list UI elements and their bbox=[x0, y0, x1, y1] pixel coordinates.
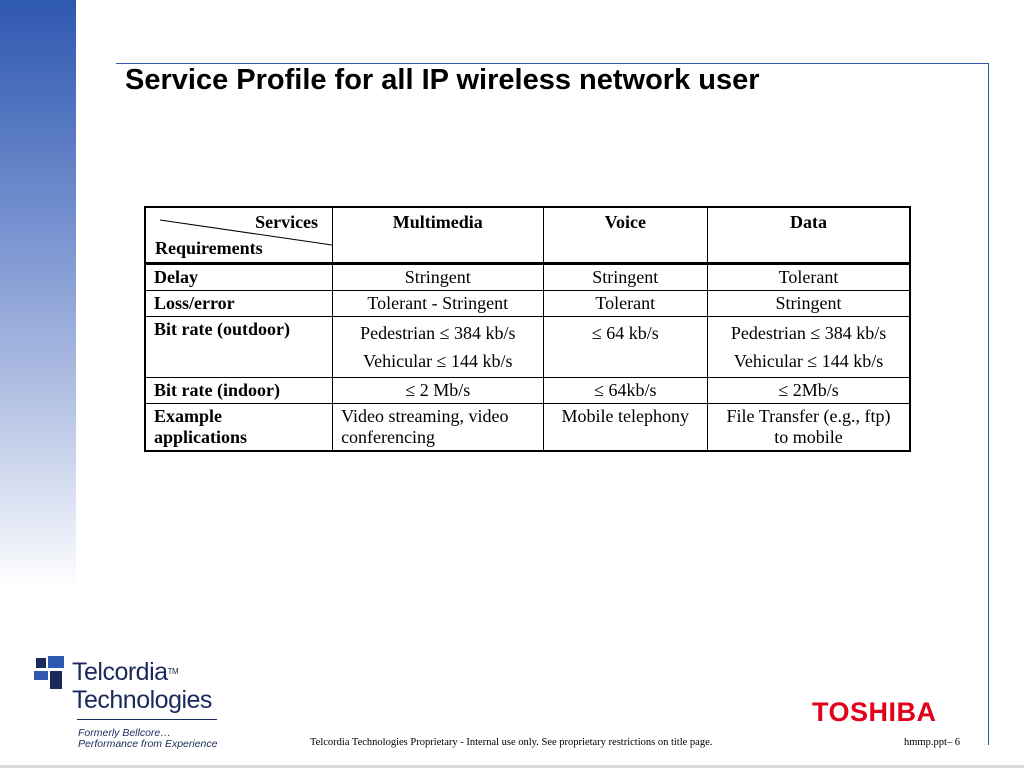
cell-line: Pedestrian ≤ 384 kb/s bbox=[360, 323, 516, 343]
corner-requirements-label: Requirements bbox=[155, 238, 263, 258]
column-header-multimedia: Multimedia bbox=[333, 207, 543, 264]
telcordia-line2: Technologies bbox=[72, 686, 212, 714]
row-label-loss-error: Loss/error bbox=[145, 291, 333, 317]
toshiba-logo: TOSHIBA bbox=[812, 697, 937, 727]
telcordia-divider bbox=[77, 719, 217, 720]
table-row-bitrate-outdoor bbox=[145, 317, 910, 378]
table-row-bitrate-indoor bbox=[145, 378, 910, 404]
frame-right-rule bbox=[988, 63, 989, 745]
cell-line: Pedestrian ≤ 384 kb/s bbox=[730, 323, 887, 343]
row-label-bitrate-outdoor: Bit rate (outdoor) bbox=[145, 317, 333, 378]
service-profile-table bbox=[144, 206, 911, 452]
table-row-example-applications bbox=[145, 404, 910, 452]
table-cell: Tolerant - Stringent bbox=[333, 291, 543, 317]
table-cell: Stringent bbox=[543, 264, 708, 291]
cell-line: Example bbox=[154, 406, 223, 426]
cell-line: Vehicular ≤ 144 kb/s bbox=[733, 351, 884, 371]
table-cell: ≤ 2 Mb/s bbox=[333, 378, 543, 404]
table-cell bbox=[543, 317, 708, 378]
row-label-bitrate-indoor: Bit rate (indoor) bbox=[145, 378, 333, 404]
table-row-loss-error bbox=[145, 291, 910, 317]
table-cell bbox=[708, 317, 910, 378]
table-cell bbox=[708, 404, 910, 452]
cell-line: to mobile bbox=[774, 427, 843, 447]
trademark-mark: TM bbox=[167, 667, 179, 676]
telcordia-wordmark bbox=[72, 658, 212, 714]
table-cell bbox=[543, 404, 708, 452]
table-cell: Stringent bbox=[708, 291, 910, 317]
row-label-delay: Delay bbox=[145, 264, 333, 291]
table-cell: Tolerant bbox=[708, 264, 910, 291]
cell-line: ≤ 64 kb/s bbox=[591, 323, 659, 343]
table-cell bbox=[333, 317, 543, 378]
cell-line: conferencing bbox=[341, 427, 436, 447]
telcordia-logo-icon bbox=[32, 654, 68, 694]
table-header-row bbox=[145, 207, 910, 264]
telcordia-line1: Telcordia bbox=[72, 658, 168, 686]
footer-page-id: hmmp.ppt– 6 bbox=[904, 737, 961, 748]
slide-title: Service Profile for all IP wireless network user bbox=[125, 64, 760, 96]
column-header-voice: Voice bbox=[543, 207, 708, 264]
cell-line: Vehicular ≤ 144 kb/s bbox=[363, 351, 513, 371]
corner-header-cell bbox=[145, 207, 333, 264]
table-cell: Tolerant bbox=[543, 291, 708, 317]
cell-line: Video streaming, video bbox=[341, 406, 509, 426]
corner-services-label: Services bbox=[255, 212, 319, 232]
telcordia-performance-text: Performance from Experience bbox=[78, 738, 218, 750]
table-cell: Stringent bbox=[333, 264, 543, 291]
cell-line: File Transfer (e.g., ftp) bbox=[726, 406, 891, 426]
table-cell: ≤ 64kb/s bbox=[543, 378, 708, 404]
footer-proprietary-notice: Telcordia Technologies Proprietary - Internal use only. See proprietary restrictions on title page. bbox=[310, 737, 713, 748]
cell-line: applications bbox=[154, 427, 248, 447]
side-gradient-band bbox=[0, 0, 76, 590]
row-label-example-applications bbox=[145, 404, 333, 452]
table-cell: ≤ 2Mb/s bbox=[708, 378, 910, 404]
telcordia-formerly-text: Formerly Bellcore… bbox=[78, 727, 171, 739]
table-row-delay bbox=[145, 264, 910, 291]
cell-line: Mobile telephony bbox=[561, 406, 690, 426]
column-header-data: Data bbox=[708, 207, 910, 264]
table-cell bbox=[333, 404, 543, 452]
